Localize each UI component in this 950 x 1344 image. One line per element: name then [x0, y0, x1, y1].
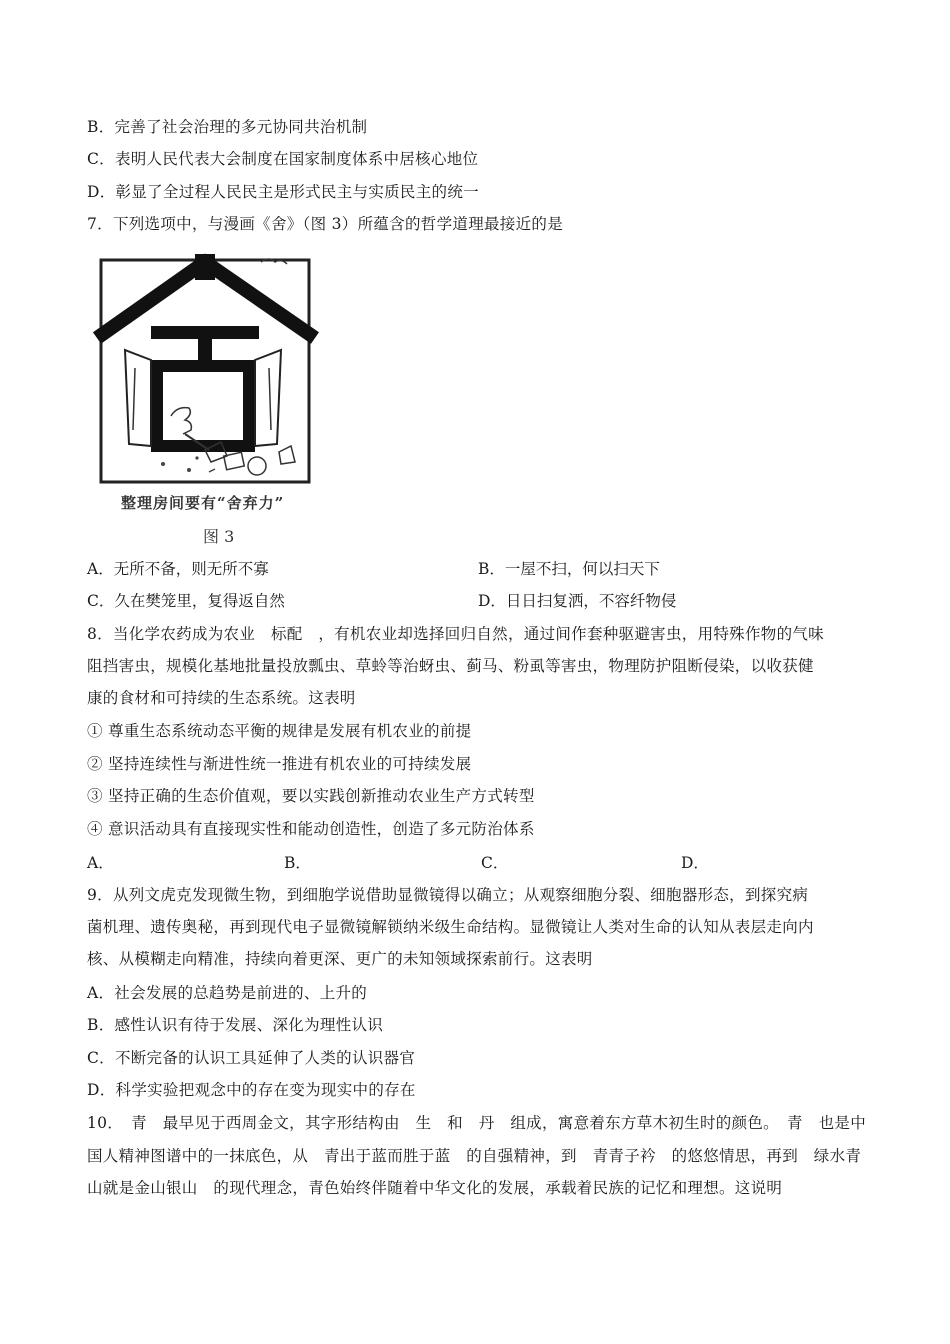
q9-option-a: A．社会发展的总趋势是前进的、上升的	[87, 984, 368, 1002]
q8-stem-line3: 康的食材和可持续的生态系统。这表明	[87, 689, 356, 707]
q7-option-c: C．久在樊笼里，复得返自然	[87, 592, 285, 610]
q8-item-4: ④ 意识活动具有直接现实性和能动创造性，创造了多元防治体系	[87, 820, 535, 838]
q8-option-a: A．	[87, 854, 114, 872]
q7-stem: 7．下列选项中，与漫画《舍》（图 3）所蕴含的哲学道理最接近的是	[87, 215, 564, 233]
q7-option-a: A．无所不备，则无所不寡	[87, 560, 269, 578]
q8-item-2: ② 坚持连续性与渐进性统一推进有机农业的可持续发展	[87, 755, 472, 773]
q8-item-3: ③ 坚持正确的生态价值观，要以实践创新推动农业生产方式转型	[87, 787, 535, 805]
q8-stem-line1: 8．当化学农药成为农业 标配 ，有机农业却选择回归自然，通过间作套种驱避害虫，用特殊作物的气味	[87, 625, 824, 643]
q8-option-d: D．	[681, 854, 709, 872]
q6-option-d: D．彰显了全过程人民民主是形式民主与实质民主的统一	[87, 183, 479, 201]
q10-stem-line2: 国人精神图谱中的一抹底色，从 青出于蓝而胜于蓝 的自强精神，到 青青子衿 的悠悠情思，再到 绿水青	[87, 1147, 862, 1165]
figure-label: 图 3	[203, 527, 235, 546]
q8-option-c: C．	[481, 854, 509, 872]
q6-option-b: B．完善了社会治理的多元协同共治机制	[87, 118, 368, 136]
q9-option-c: C．不断完备的认识工具延伸了人类的认识器官	[87, 1049, 416, 1067]
q9-option-d: D．科学实验把观念中的存在变为现实中的存在	[87, 1081, 416, 1099]
q8-stem-line2: 阻挡害虫，规模化基地批量投放瓢虫、草蛉等治蚜虫、蓟马、粉虱等害虫，物理防护阻断侵染，以收获健	[87, 657, 814, 675]
q7-option-d: D．日日扫复洒，不容纤物侵	[478, 592, 677, 610]
q10-stem-line3: 山就是金山银山 的现代理念，青色始终伴随着中华文化的发展，承载着民族的记忆和理想。这说明	[87, 1179, 783, 1197]
q6-option-c: C．表明人民代表大会制度在国家制度体系中居核心地位	[87, 150, 479, 168]
q7-option-b: B．一屋不扫，何以扫天下	[478, 560, 660, 578]
q10-stem-line1: 10． 青 最早见于西周金文，其字形结构由 生 和 丹 组成，寓意着东方草木初生时的颜色。 青 也是中	[87, 1114, 867, 1132]
q9-stem-line3: 核、从模糊走向精准，持续向着更深、更广的未知领域探索前行。这表明	[87, 950, 593, 968]
q9-option-b: B．感性认识有待于发展、深化为理性认识	[87, 1016, 384, 1034]
q9-stem-line1: 9．从列文虎克发现微生物，到细胞学说借助显微镜得以确立；从观察细胞分裂、细胞器形态，到探究病	[87, 886, 809, 904]
cartoon-caption: 整理房间要有“舍弃力”	[121, 494, 285, 512]
q8-item-1: ① 尊重生态系统动态平衡的规律是发展有机农业的前提	[87, 722, 472, 740]
q7-cartoon-figure	[93, 248, 321, 548]
q8-option-b: B．	[284, 854, 311, 872]
q9-stem-line2: 菌机理、遗传奥秘，再到现代电子显微镜解锁纳米级生命结构。显微镜让人类对生命的认知从表层走向内	[87, 918, 814, 936]
